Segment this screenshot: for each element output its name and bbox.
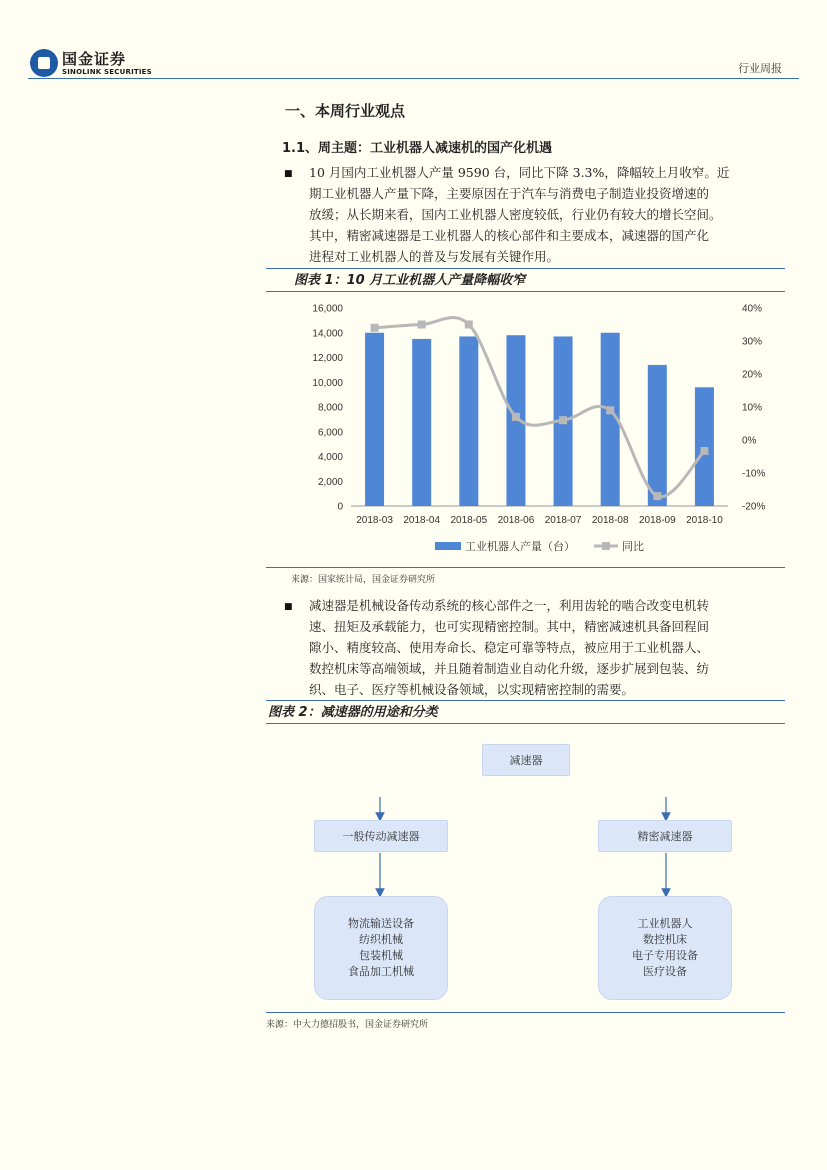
y2-tick-label: -20% (742, 501, 766, 513)
figure-2-source: 来源：中大力德招股书，国金证券研究所 (266, 1020, 429, 1030)
bullet-square-icon: ■ (284, 169, 293, 179)
use-item: 纺织机械 (359, 933, 403, 946)
y2-tick-label: -10% (742, 468, 766, 480)
logo-english-name: SINOLINK SECURITIES (62, 68, 152, 76)
paragraph-line: 织、电子、医疗等机械设备领域，以实现精密控制的需要。 (309, 682, 635, 697)
y-tick-label: 12,000 (312, 353, 343, 364)
chart-bar (365, 333, 384, 506)
paragraph-1 (309, 162, 785, 267)
chart-point (700, 447, 708, 455)
y2-tick-label: 20% (742, 369, 763, 381)
y-tick-label: 16,000 (312, 303, 343, 315)
paragraph-line: 隙小、精度较高、使用寿命长、稳定可靠等特点，被应用于工业机器人、 (309, 640, 710, 655)
header-divider (28, 78, 799, 79)
paragraph-line: 放缓；从长期来看，国内工业机器人密度较低，行业仍有较大的增长空间。 (309, 207, 722, 222)
chart-point (653, 492, 661, 500)
figure-2-title: 图表 2：减速器的用途和分类 (266, 700, 785, 724)
figure-1-title: 图表 1：10 月工业机器人产量降幅收窄 (266, 268, 785, 292)
paragraph-2 (309, 595, 785, 700)
x-tick-label: 2018-08 (591, 515, 629, 526)
diagram-precision-node: 精密减速器 (598, 820, 732, 852)
logo-chinese-name: 国金证券 (62, 50, 127, 68)
section-subtitle: 1.1、周主题：工业机器人减速机的国产化机遇 (282, 141, 553, 156)
paragraph-line: 10 月国内工业机器人产量 9590 台，同比下降 3.3%，降幅较上月收窄。近 (309, 165, 730, 180)
y2-tick-label: 30% (742, 336, 763, 348)
production-chart (266, 294, 785, 564)
use-item: 电子专用设备 (632, 949, 698, 962)
chart-point (559, 416, 567, 424)
paragraph-line: 减速器是机械设备传动系统的核心部件之一，利用齿轮的啮合改变电机转 (309, 598, 710, 613)
logo-mark-icon (30, 49, 58, 77)
figure-1-source: 来源：国家统计局，国金证券研究所 (291, 575, 436, 585)
figure-2-bottom-rule (266, 1012, 785, 1013)
x-tick-label: 2018-07 (544, 515, 582, 526)
legend-bar-swatch (435, 542, 461, 550)
legend-bar-label: 工业机器人产量（台） (465, 540, 575, 553)
legend-line-label: 同比 (622, 540, 644, 553)
x-tick-label: 2018-03 (356, 515, 393, 526)
x-tick-label: 2018-10 (686, 515, 723, 526)
chart-point (512, 413, 520, 421)
section-title: 一、本周行业观点 (285, 102, 406, 120)
chart-point (418, 321, 426, 329)
chart-bar (459, 336, 478, 506)
paragraph-line: 期工业机器人产量下降，主要原因在于汽车与消费电子制造业投资增速的 (309, 186, 710, 201)
bullet-square-icon: ■ (284, 602, 293, 612)
chart-point (606, 406, 614, 414)
chart-point (371, 324, 379, 332)
use-item: 工业机器人 (637, 917, 693, 930)
y2-tick-label: 40% (742, 303, 763, 315)
y-tick-label: 0 (337, 501, 343, 513)
use-item: 食品加工机械 (348, 965, 414, 978)
y-tick-label: 8,000 (317, 402, 343, 414)
diagram-general-uses (314, 896, 448, 1000)
paragraph-line: 其中，精密减速器是工业机器人的核心部件和主要成本，减速器的国产化 (309, 228, 710, 243)
paragraph-line: 数控机床等高端领域，并且随着制造业自动化升级，逐步扩展到包装、纺 (309, 661, 710, 676)
x-tick-label: 2018-09 (638, 515, 676, 526)
x-tick-label: 2018-06 (497, 515, 535, 526)
y-tick-label: 6,000 (317, 427, 343, 439)
diagram-general-node: 一般传动减速器 (314, 820, 448, 852)
use-item: 包装机械 (359, 949, 403, 962)
y-tick-label: 4,000 (317, 452, 343, 463)
paragraph-line: 速、扭矩及承载能力，也可实现精密控制。其中，精密减速机具备回程间 (309, 619, 710, 634)
y2-tick-label: 0% (742, 435, 757, 447)
chart-point (465, 321, 473, 329)
legend-line-marker (602, 542, 610, 550)
y-tick-label: 2,000 (317, 476, 343, 488)
chart-bar (412, 339, 431, 506)
company-logo (30, 44, 160, 80)
figure-1-bottom-rule (266, 567, 785, 568)
y-tick-label: 14,000 (312, 328, 343, 340)
use-item: 数控机床 (643, 933, 687, 946)
diagram-root-node: 减速器 (482, 744, 570, 776)
y-tick-label: 10,000 (312, 377, 343, 389)
use-item: 医疗设备 (643, 965, 687, 978)
chart-bar (648, 365, 667, 506)
chart-bar (695, 387, 714, 506)
diagram-precision-uses (598, 896, 732, 1000)
use-item: 物流输送设备 (348, 917, 414, 930)
report-type-label: 行业周报 (738, 62, 782, 75)
x-tick-label: 2018-05 (450, 515, 488, 526)
x-tick-label: 2018-04 (403, 515, 441, 526)
y2-tick-label: 10% (742, 402, 763, 414)
paragraph-line: 进程对工业机器人的普及与发展有关键作用。 (309, 249, 560, 264)
